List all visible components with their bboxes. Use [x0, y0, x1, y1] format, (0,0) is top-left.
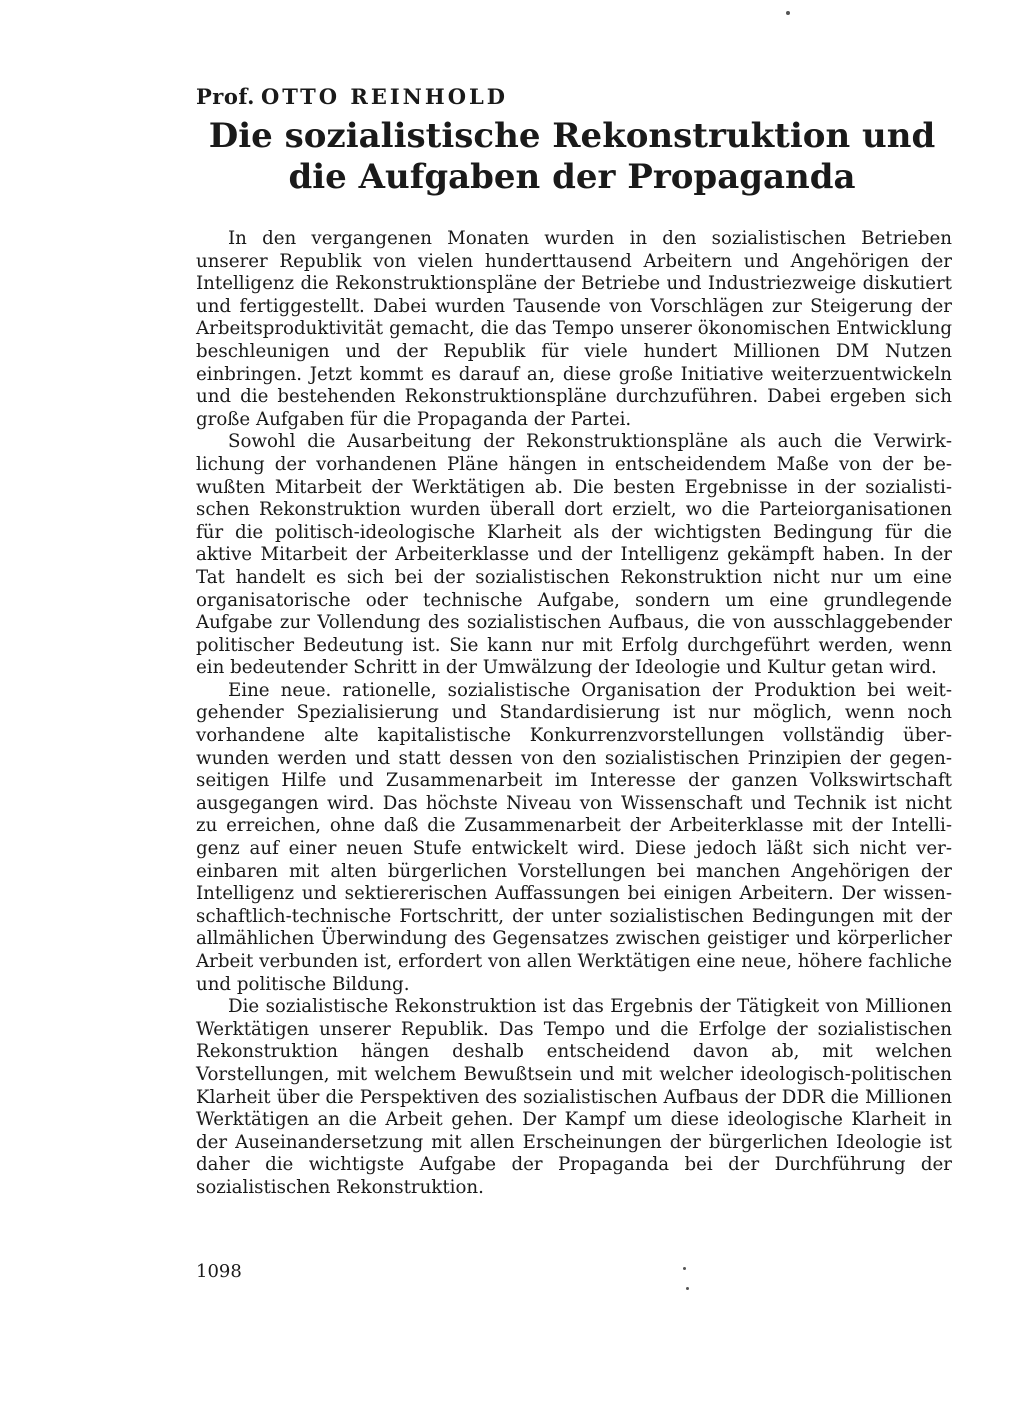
paragraph-1: In den vergangenen Monaten wurden in den sozialistischen Betrieben unserer Republik von vielen hunderttausend Arbeitern und Angehörigen der Intelligenz die Rekonstruktionspläne der Betriebe und Industriezweige diskutiert und fertiggestellt. Dabei wurden Tausende von Vorschlägen zur Steigerung der Arbeitsproduktivität gemacht, die das Tempo unserer ökonomischen Entwicklung beschleunigen und der Republik für viele hundert Millionen DM Nutzen einbringen. Jetzt kommt es darauf an, diese große Initiative weiterzuentwickeln und die bestehenden Rekonstruktionspläne durchzuführen. Dabei ergeben sich große Aufgaben für die Propaganda der Partei.: [196, 228, 952, 430]
article-title: [200, 116, 944, 198]
paragraph-4: Die sozialistische Rekonstruktion ist das Ergebnis der Tätigkeit von Millionen Werktätigen unserer Republik. Das Tempo und die Erfolge der sozialistischen Rekonstruktion hängen deshalb entscheidend davon ab, mit welchen Vorstellungen, mit welchem Bewußtsein und mit welcher ideologisch-politischen Klarheit über die Perspektiven des sozialistischen Aufbaus der DDR die Millionen Werktätigen an die Arbeit gehen. Der Kampf um diese ideologische Klarheit in der Auseinandersetzung mit allen Erscheinungen der bürgerlichen Ideologie ist daher die wichtigste Aufgabe der Propaganda bei der Durchführung der sozialistischen Rekonstruktion.: [196, 996, 952, 1198]
author-name: OTTO REINHOLD: [260, 84, 508, 109]
author-prefix: Prof.: [196, 84, 255, 109]
author-byline: [196, 84, 508, 109]
page-number: 1098: [196, 1261, 242, 1282]
ink-speck: [686, 1287, 689, 1290]
article-body: [196, 228, 952, 1200]
ink-speck: [683, 1267, 686, 1270]
paragraph-2: Sowohl die Ausarbeitung der Rekonstruktionspläne als auch die Verwirklichung der vorhandenen Pläne hängen in entscheidendem Maße von der bewußten Mitarbeit der Werktätigen ab. Die besten Ergebnisse in der sozialistischen Rekonstruktion wurden überall dort erzielt, wo die Parteiorganisationen für die politisch-ideologische Klarheit als der wichtigsten Bedingung für die aktive Mitarbeit der Arbeiterklasse und der Intelligenz gekämpft haben. In der Tat handelt es sich bei der sozialistischen Rekonstruktion nicht nur um eine organisatorische oder technische Aufgabe, sondern um eine grundlegende Aufgabe zur Vollendung des sozialistischen Aufbaus, die von ausschlaggebender politischer Bedeutung ist. Sie kann nur mit Erfolg durchgeführt werden, wenn ein bedeutender Schritt in der Umwälzung der Ideologie und Kultur getan wird.: [196, 431, 952, 679]
ink-speck: [786, 11, 790, 15]
title-line-1: Die sozialistische Rekonstruktion und: [208, 116, 936, 156]
title-line-2: die Aufgaben der Propaganda: [288, 157, 856, 197]
paragraph-3: Eine neue. rationelle, sozialistische Organisation der Produktion bei weitgehender Spezialisierung und Standardisierung ist nur möglich, wenn noch vorhandene alte kapitalistische Konkurrenzvorstellungen vollständig überwunden werden und statt dessen von den sozialistischen Prinzipien der gegenseitigen Hilfe und Zusammenarbeit im Interesse der ganzen Volkswirtschaft ausgegangen wird. Das höchste Niveau von Wissenschaft und Technik ist nicht zu erreichen, ohne daß die Zusammenarbeit der Arbeiterklasse mit der Intelligenz auf einer neuen Stufe entwickelt wird. Diese jedoch läßt sich nicht vereinbaren mit alten bürgerlichen Vorstellungen bei manchen Angehörigen der Intelligenz und sektiererischen Auffassungen bei einigen Arbeitern. Der wissenschaftlich-technische Fortschritt, der unter sozialistischen Bedingungen mit der allmählichen Überwindung des Gegensatzes zwischen geistiger und körperlicher Arbeit verbunden ist, erfordert von allen Werktätigen eine neue, höhere fachliche und politische Bildung.: [196, 679, 952, 995]
